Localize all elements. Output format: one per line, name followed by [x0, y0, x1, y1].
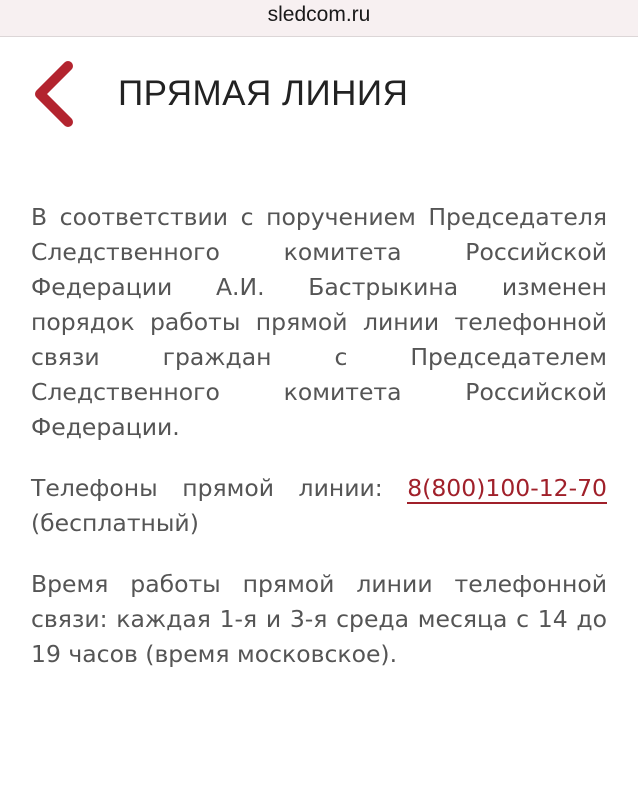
phones-paragraph [31, 471, 607, 541]
intro-paragraph: В соответствии с поручением Председателя Следственного комитета Российской Федерации А.И. Бастрыкина изменен порядок работы прямой линии телефонной связи граждан с Председателем Следственного комитета Российской Федерации. [31, 203, 607, 441]
chevron-left-icon [28, 58, 84, 130]
main-content [31, 200, 607, 698]
browser-url-bar[interactable] [0, 0, 638, 37]
phones-label: Телефоны прямой линии: [31, 474, 383, 502]
phone-note: (бесплатный) [31, 509, 199, 537]
url-text: sledcom.ru [267, 3, 371, 26]
schedule-paragraph: Время работы прямой линии телефонной связи: каждая 1-я и 3-я среда месяца с 14 до 19 часов (время московское). [31, 570, 607, 668]
page-title: ПРЯМАЯ ЛИНИЯ [118, 74, 409, 113]
phone-link[interactable]: 8(800)100-12-70 [407, 474, 607, 502]
back-button[interactable] [28, 58, 84, 130]
